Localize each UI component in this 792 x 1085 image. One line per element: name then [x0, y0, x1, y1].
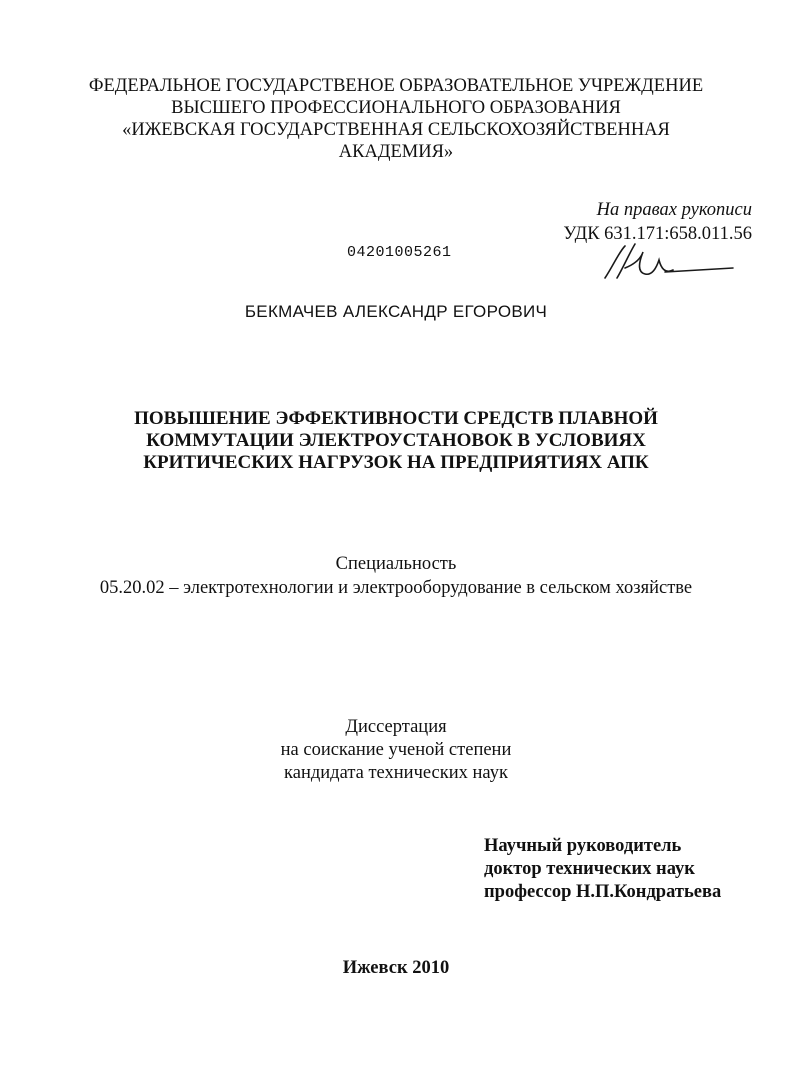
institution-line: ФЕДЕРАЛЬНОЕ ГОСУДАРСТВЕНОЕ ОБРАЗОВАТЕЛЬНОЕ УЧРЕЖДЕНИЕ	[88, 76, 704, 96]
dissertation-line: Диссертация	[345, 717, 447, 737]
title-line: КРИТИЧЕСКИХ НАГРУЗОК НА ПРЕДПРИЯТИЯХ АПК	[143, 452, 649, 473]
institution-header	[0, 75, 792, 163]
specialty-label: Специальность	[335, 554, 457, 574]
dissertation-line: на соискание ученой степени	[280, 740, 512, 760]
institution-line: АКАДЕМИЯ»	[338, 142, 454, 162]
author-name: БЕКМАЧЕВ АЛЕКСАНДР ЕГОРОВИЧ	[244, 302, 548, 321]
specialty-block	[0, 552, 792, 600]
rights-note: На правах рукописи	[596, 200, 752, 220]
title-line: КОММУТАЦИИ ЭЛЕКТРОУСТАНОВОК В УСЛОВИЯХ	[146, 430, 646, 451]
advisor-line: доктор технических наук	[484, 859, 695, 879]
dissertation-line: кандидата технических наук	[284, 763, 508, 783]
title-line: ПОВЫШЕНИЕ ЭФФЕКТИВНОСТИ СРЕДСТВ ПЛАВНОЙ	[134, 408, 658, 429]
city-year: Ижевск 2010	[342, 958, 450, 978]
institution-line: ВЫСШЕГО ПРОФЕССИОНАЛЬНОГО ОБРАЗОВАНИЯ	[171, 98, 621, 118]
specialty-code: 05.20.02 – электротехнологии и электрооборудование в сельском хозяйстве	[99, 578, 693, 598]
signature-icon	[595, 238, 735, 288]
advisor-line: Научный руководитель	[484, 836, 682, 856]
dissertation-block	[0, 716, 792, 785]
udk-code: УДК 631.171:658.011.56	[563, 224, 752, 244]
stamp-number: 04201005261	[347, 244, 452, 261]
dissertation-title	[0, 408, 792, 474]
advisor-block	[484, 835, 721, 904]
archive-stamp	[347, 244, 452, 261]
advisor-line: профессор Н.П.Кондратьева	[484, 882, 722, 902]
institution-line: «ИЖЕВСКАЯ ГОСУДАРСТВЕННАЯ СЕЛЬСКОХОЗЯЙСТВЕННАЯ	[122, 120, 670, 140]
